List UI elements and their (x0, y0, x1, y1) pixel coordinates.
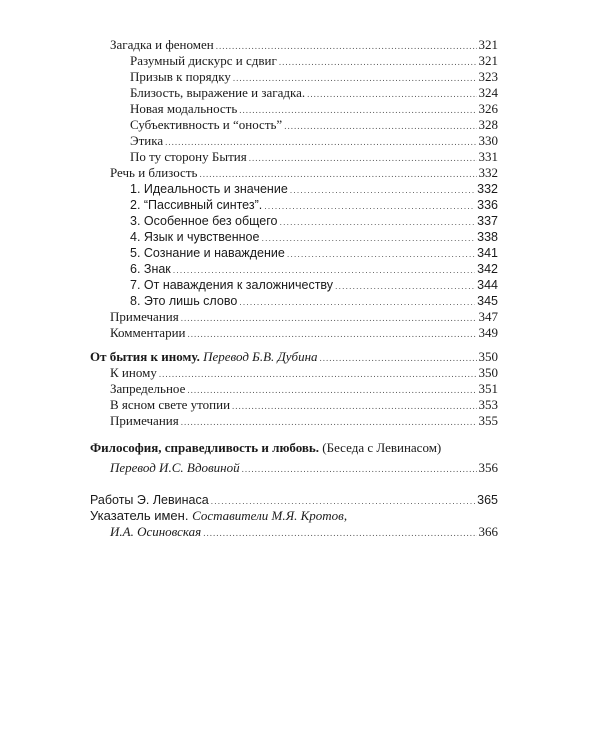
toc-entry (110, 325, 498, 342)
toc-title: Запредельное (110, 381, 186, 396)
leader-dots (264, 198, 475, 214)
leader-dots (187, 326, 476, 342)
translator: Перевод И.С. Вдовиной (110, 460, 240, 475)
toc-title: 8. Это лишь слово (130, 294, 238, 308)
toc-entry (130, 53, 498, 70)
toc-entry (130, 293, 498, 310)
toc-entry (130, 69, 498, 86)
toc-page: 328 (478, 117, 498, 132)
leader-dots (181, 310, 477, 326)
toc-page: 321 (478, 53, 498, 68)
toc-title: 3. Особенное без общего (130, 214, 278, 228)
toc-title: К иному (110, 365, 157, 380)
leader-dots (239, 294, 475, 310)
toc-page: 345 (477, 294, 498, 308)
toc-title: 4. Язык и чувственное (130, 230, 260, 244)
toc-entry (130, 245, 498, 262)
toc-page: 365 (477, 493, 498, 507)
leader-dots (335, 278, 475, 294)
toc-entry (130, 277, 498, 294)
leader-dots (159, 366, 477, 382)
toc-page: 351 (478, 381, 498, 396)
toc-title: Субъективность и “оность” (130, 117, 283, 132)
leader-dots (173, 262, 475, 278)
leader-dots (242, 461, 477, 477)
toc-title: 6. Знак (130, 262, 171, 276)
toc-title: Работы Э. Левинаса (90, 493, 209, 507)
toc-page: 331 (478, 149, 498, 164)
section-title: От бытия к иному. (90, 349, 200, 364)
index-label: Указатель имен. (90, 508, 189, 523)
section-note: (Беседа с Левинасом) (322, 440, 442, 455)
toc-page: 341 (477, 246, 498, 260)
toc-entry (110, 365, 498, 382)
toc-entry (130, 149, 498, 166)
toc-title: Примечания (110, 309, 179, 324)
toc-title: 1. Идеальность и значение (130, 182, 288, 196)
toc-title: Примечания (110, 413, 179, 428)
toc-entry (110, 37, 498, 54)
toc-page: 336 (477, 198, 498, 212)
toc-entry (130, 213, 498, 230)
toc-page: 324 (478, 85, 498, 100)
toc-title: Разумный дискурс и сдвиг (130, 53, 277, 68)
toc-title: 7. От наваждения к заложничеству (130, 278, 334, 292)
toc-page: 353 (478, 397, 498, 412)
leader-dots (181, 414, 477, 430)
toc-page: 356 (478, 460, 498, 475)
toc-page: 332 (478, 165, 498, 180)
leader-dots (287, 246, 475, 262)
toc-entry (110, 381, 498, 398)
index-authors: Составители М.Я. Кротов, (192, 508, 348, 523)
leader-dots (211, 493, 475, 509)
toc-title: Призыв к порядку (130, 69, 231, 84)
leader-dots (165, 134, 476, 150)
section-title: Философия, справедливость и любовь. (90, 440, 320, 455)
leader-dots (233, 70, 477, 86)
toc-page: 350 (478, 349, 498, 364)
toc-page: 366 (478, 524, 498, 539)
toc-title: Близость, выражение и загадка. (130, 85, 306, 100)
toc-entry (90, 492, 498, 509)
translator: Перевод Б.В. Дубина (203, 349, 318, 364)
toc-page: 349 (478, 325, 498, 340)
toc-title: Комментарии (110, 325, 186, 340)
index-entry (90, 508, 347, 524)
leader-dots (307, 86, 476, 102)
section-heading (90, 349, 498, 366)
toc-entry (130, 133, 498, 150)
toc-title: 5. Сознание и наваждение (130, 246, 285, 260)
toc-page: 347 (478, 309, 498, 324)
leader-dots (203, 525, 476, 541)
toc-page: 337 (477, 214, 498, 228)
toc-page: 323 (478, 69, 498, 84)
toc-entry (110, 309, 498, 326)
toc-title: В ясном свете утопии (110, 397, 231, 412)
toc-entry (130, 85, 498, 102)
toc-entry (110, 524, 498, 541)
toc-entry (130, 197, 498, 214)
toc-entry (110, 165, 498, 182)
toc-title: Загадка и феномен (110, 37, 214, 52)
leader-dots (232, 398, 476, 414)
leader-dots (216, 38, 477, 54)
toc-title: 2. “Пассивный синтез”. (130, 198, 263, 212)
toc-entry (110, 460, 498, 477)
toc-page: 342 (477, 262, 498, 276)
leader-dots (199, 166, 476, 182)
toc-title: По ту сторону Бытия (130, 149, 247, 164)
leader-dots (320, 350, 477, 366)
leader-dots (261, 230, 475, 246)
toc-page: 350 (478, 365, 498, 380)
toc-entry (130, 181, 498, 198)
toc-entry (110, 413, 498, 430)
toc-page: 344 (477, 278, 498, 292)
leader-dots (290, 182, 475, 198)
toc-page: 326 (478, 101, 498, 116)
toc-page: 355 (478, 413, 498, 428)
leader-dots (239, 102, 476, 118)
toc-entry (130, 117, 498, 134)
toc-page: 330 (478, 133, 498, 148)
leader-dots (187, 382, 476, 398)
leader-dots (279, 214, 475, 230)
index-authors: И.А. Осиновская (110, 524, 202, 539)
toc-entry (130, 261, 498, 278)
leader-dots (249, 150, 477, 166)
section-heading (90, 440, 441, 456)
toc-entry (110, 397, 498, 414)
leader-dots (284, 118, 476, 134)
leader-dots (279, 54, 477, 70)
toc-entry (130, 229, 498, 246)
toc-page: 332 (477, 182, 498, 196)
toc-title: Этика (130, 133, 164, 148)
toc-entry (130, 101, 498, 118)
toc-title: Новая модальность (130, 101, 238, 116)
toc-page: 321 (478, 37, 498, 52)
toc-title: Речь и близость (110, 165, 198, 180)
toc-page: 338 (477, 230, 498, 244)
